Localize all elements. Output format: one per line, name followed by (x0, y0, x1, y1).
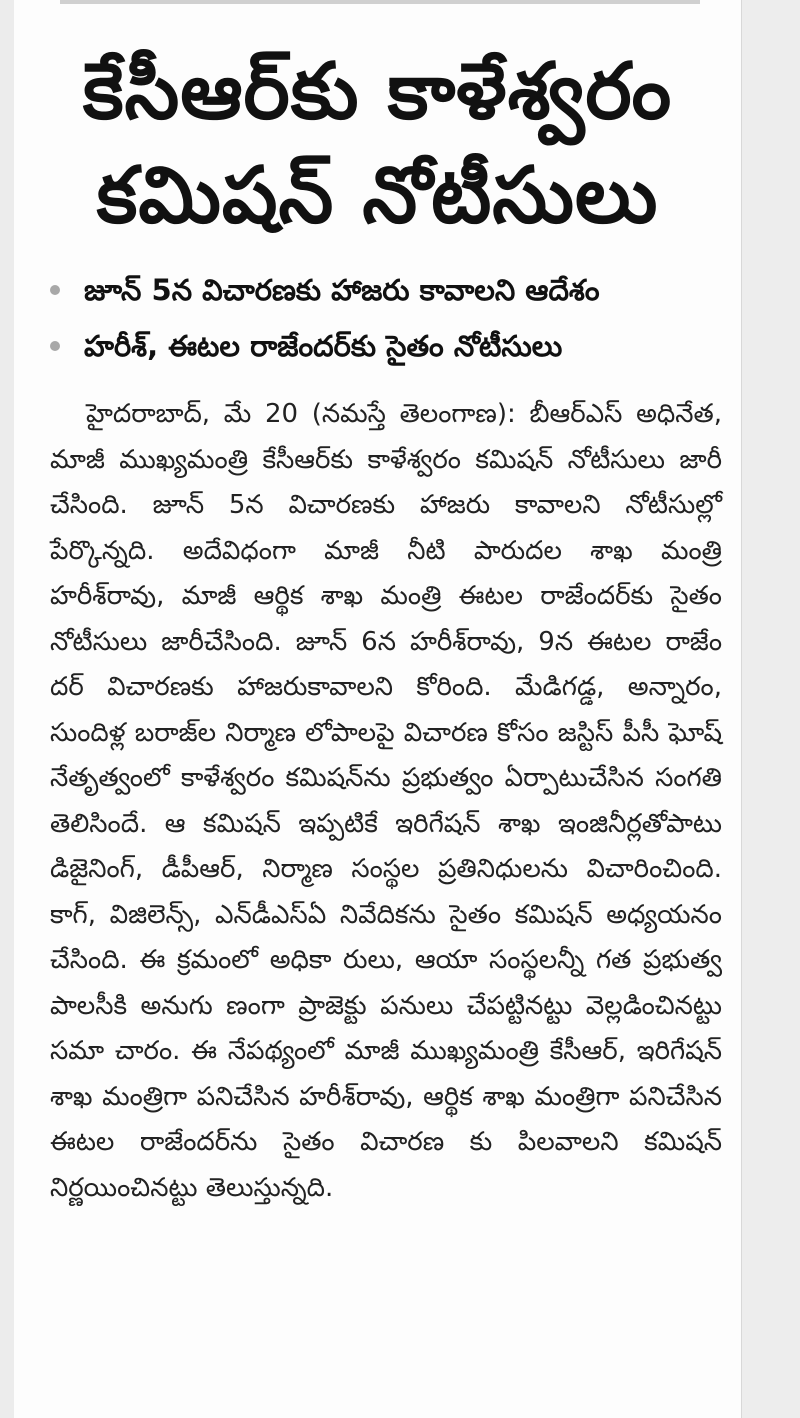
news-clipping (14, 0, 741, 1418)
headline-line-1: కేసీఆర్‌కు కాళేశ్వరం (82, 47, 673, 137)
right-page-margin (741, 0, 800, 1418)
bullet-text: జూన్ 5న విచారణకు హాజరు కావాలని ఆదేశం (84, 273, 600, 307)
bullet-item (44, 262, 734, 318)
bullet-item (44, 318, 734, 374)
top-divider (60, 0, 700, 4)
article-body: హైదరాబాద్, మే 20 (నమస్తే తెలంగాణ): బీఆర్‌ఎస్ అధినేత, మాజీ ముఖ్యమంత్రి కేసీఆర్‌కు కాళేశ్వరం కమిషన్ నోటీసులు జారీ చేసింది. జూన్ 5న విచారణకు హాజరు కావాలని నోటీసుల్లో పేర్కొన్నది. అదేవిధంగా మాజీ నీటి పారుదల శాఖ మంత్రి హరీశ్‌రావు, మాజీ ఆర్థిక శాఖ మంత్రి ఈటల రాజేందర్‌కు సైతం నోటీసులు జారీచేసింది. జూన్ 6న హరీశ్‌రావు, 9న ఈటల రాజేం దర్ విచారణకు హాజరుకావాలని కోరింది. మేడిగడ్డ, అన్నారం, సుందిళ్ల బరాజ్‌ల నిర్మాణ లోపాలపై విచారణ కోసం జస్టిస్ పీసీ ఘోష్ నేతృత్వంలో కాళేశ్వరం కమిషన్‌ను ప్రభుత్వం ఏర్పాటుచేసిన సంగతి తెలిసిందే. ఆ కమిషన్ ఇప్పటికే ఇరిగేషన్ శాఖ ఇంజినీర్లతోపాటు డిజైనింగ్, డీపీఆర్, నిర్మాణ సంస్థల ప్రతినిధులను విచారించింది. కాగ్, విజిలెన్స్, ఎన్‌డీఎస్‌ఏ నివేదికను సైతం కమిషన్ అధ్యయనం చేసింది. ఈ క్రమంలో అధికా రులు, ఆయా సంస్థలన్నీ గత ప్రభుత్వ పాలసీకి అనుగు ణంగా ప్రాజెక్టు పనులు చేపట్టినట్టు వెల్లడించినట్టు సమా చారం. ఈ నేపథ్యంలో మాజీ ముఖ్యమంత్రి కేసీఆర్, ఇరిగేషన్ శాఖ మంత్రిగా పనిచేసిన హరీశ్‌రావు, ఆర్థిక శాఖ మంత్రిగా పనిచేసిన ఈటల రాజేందర్‌ను సైతం విచారణ కు పిలవాలని కమిషన్ నిర్ణయించినట్టు తెలుస్తున్నది. (50, 399, 722, 1203)
bullet-dot-icon (50, 341, 60, 351)
headline-line-2: కమిషన్ నోటీసులు (96, 151, 659, 241)
bullet-text: హరీశ్, ఈటల రాజేందర్‌కు సైతం నోటీసులు (84, 329, 563, 363)
bullet-dot-icon (50, 285, 60, 295)
left-page-margin (0, 0, 14, 1418)
headline (14, 40, 741, 248)
subheading-bullets (44, 262, 734, 374)
